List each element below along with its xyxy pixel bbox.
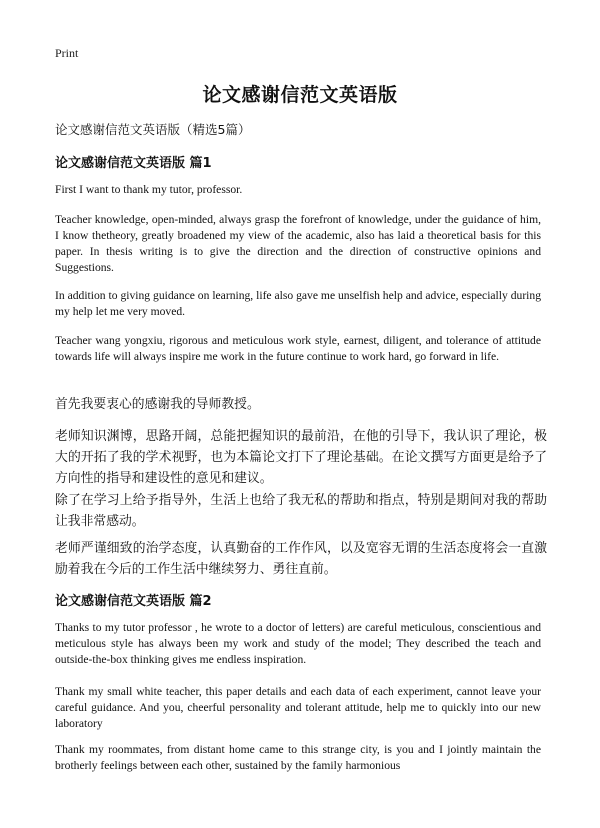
paragraph: 首先我要衷心的感谢我的导师教授。 bbox=[55, 397, 260, 412]
paragraph: 除了在学习上给予指导外，生活上也给了我无私的帮助和指点，特别是期间对我的帮助让我非常感动。 bbox=[55, 493, 547, 529]
section-heading-1: 论文感谢信范文英语版 篇1 bbox=[55, 156, 212, 171]
paragraph: In addition to giving guidance on learning, life also gave me unselfish help and advice, especially during my help let me very moved. bbox=[55, 289, 541, 318]
paragraph: Teacher knowledge, open-minded, always grasp the forefront of knowledge, under the guidance of him, I know thetheory, greatly broadened my view of the academic, also has laid a theoretical basis for this paper. In thesis writing is to give the direction and the direction of constructive opinions and Suggestions. bbox=[55, 213, 541, 274]
paragraph: Thank my roommates, from distant home came to this strange city, is you and I jointly maintain the brotherly feelings between each other, sustained by the family harmonious bbox=[55, 743, 541, 772]
page-title: 论文感谢信范文英语版 bbox=[202, 84, 398, 106]
paragraph: 老师严谨细致的治学态度，认真勤奋的工作作风，以及宽容无谓的生活态度将会一直激励着我在今后的工作生活中继续努力、勇往直前。 bbox=[55, 541, 547, 577]
paragraph: 老师知识渊博，思路开阔，总能把握知识的最前沿，在他的引导下，我认识了理论，极大的开拓了我的学术视野，也为本篇论文打下了理论基础。在论文撰写方面更是给予了方向性的指导和建设性的意见和建议。 bbox=[55, 429, 547, 486]
paragraph: First I want to thank my tutor, professor. bbox=[55, 183, 243, 196]
section-heading-2: 论文感谢信范文英语版 篇2 bbox=[55, 594, 212, 609]
document-subtitle: 论文感谢信范文英语版（精选5篇） bbox=[55, 122, 251, 137]
paragraph: Thanks to my tutor professor , he wrote to a doctor of letters) are careful meticulous, conscientious and meticulous style has always been my work and study of the model; They described the teach and outside-the-box thinking gives me endless inspiration. bbox=[55, 621, 541, 666]
paragraph: Teacher wang yongxiu, rigorous and meticulous work style, earnest, diligent, and tolerance of attitude towards life will always inspire me work in the future continue to work hard, go forward in life. bbox=[55, 334, 541, 363]
paragraph: Thank my small white teacher, this paper details and each data of each experiment, cannot leave your careful guidance. And you, cheerful personality and tolerant attitude, help me to quickly into our new laboratory bbox=[55, 685, 541, 730]
print-label[interactable]: Print bbox=[55, 46, 79, 60]
